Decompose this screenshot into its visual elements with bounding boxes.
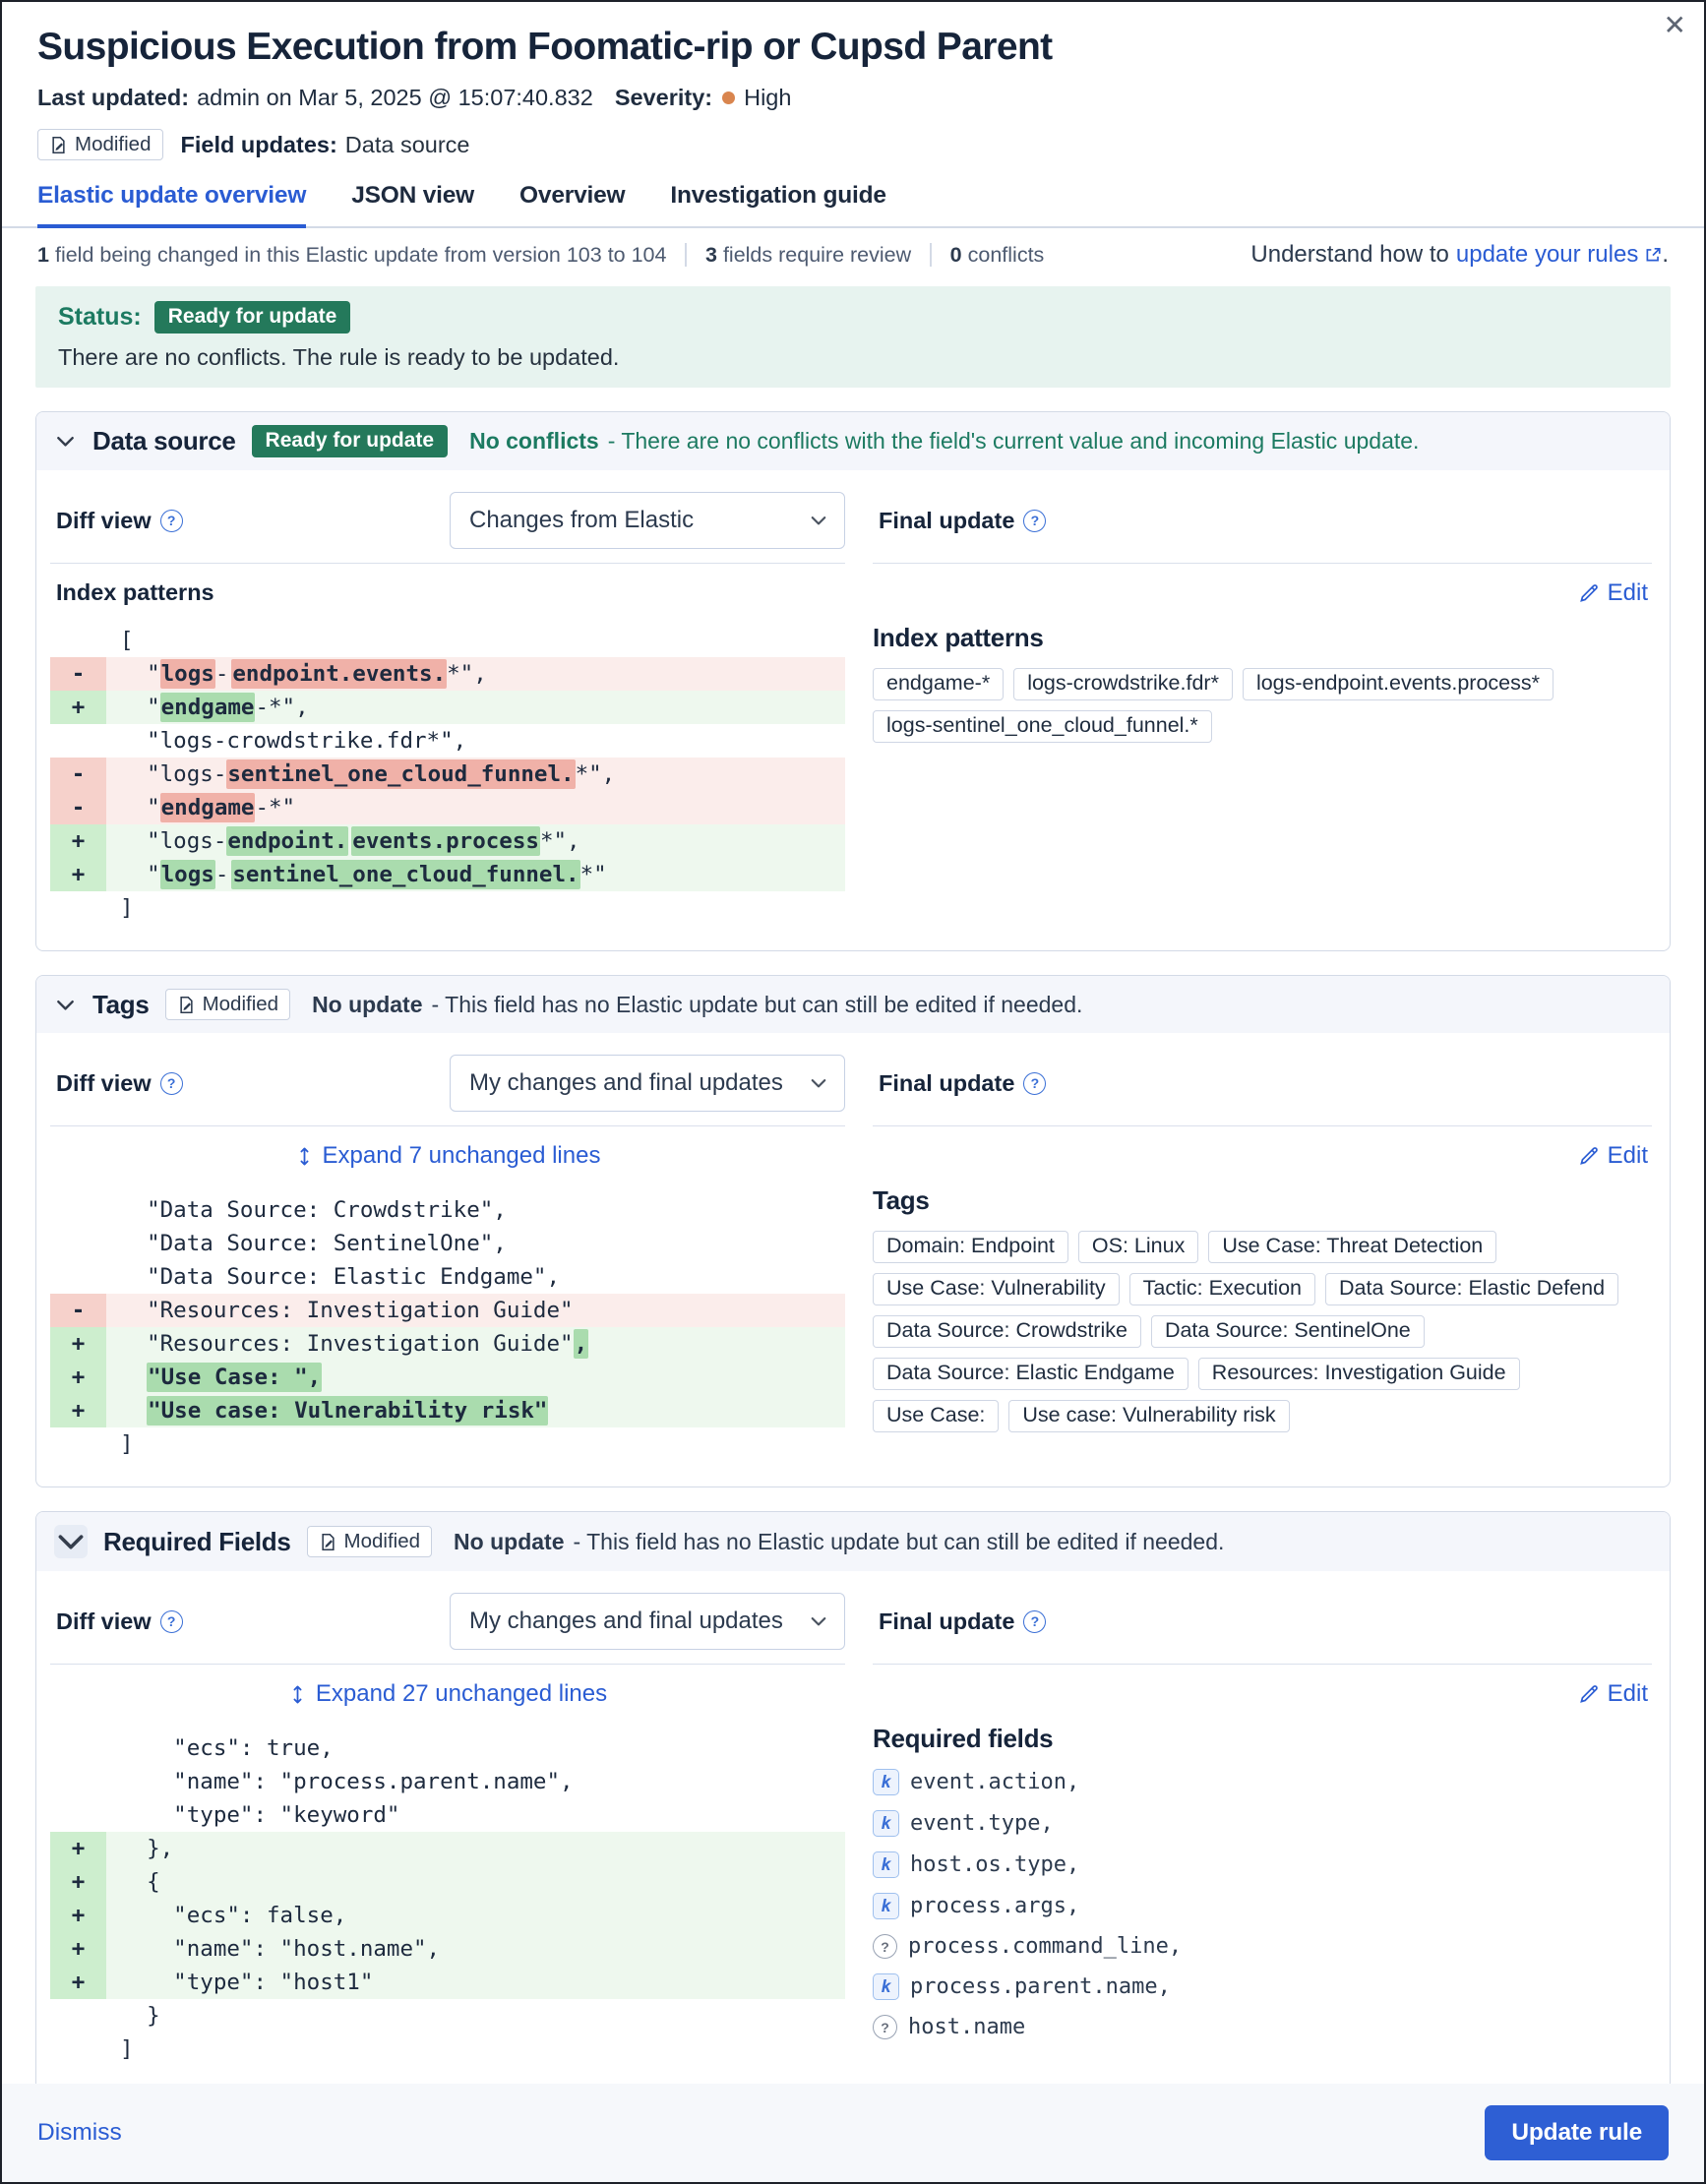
close-icon[interactable]: ✕ (1663, 10, 1686, 40)
required-field-item (873, 2015, 1652, 2039)
pencil-icon (1578, 1684, 1599, 1705)
diff-line (50, 758, 845, 791)
modified-badge: Modified (37, 129, 163, 160)
diff-code: "Data Source: SentinelOne", (120, 1231, 507, 1256)
section-title: Tags (92, 989, 150, 1019)
value-badge: Use Case: (873, 1400, 999, 1432)
edit-button[interactable]: Edit (873, 579, 1648, 607)
chevron-down-icon (54, 430, 77, 453)
diff-gutter (50, 891, 106, 925)
tab-elastic-update-overview[interactable]: Elastic update overview (37, 182, 306, 228)
diff-code: ] (120, 1431, 134, 1457)
diff-code: "endgame-*", (106, 691, 845, 724)
diff-gutter (50, 624, 106, 657)
field-updates-label: Field updates: (180, 131, 337, 157)
question-in-circle-icon[interactable]: ? (160, 1610, 183, 1633)
required-field-item (873, 1810, 1652, 1837)
diff-column (50, 1591, 845, 2066)
diff-gutter (50, 1427, 106, 1461)
diff-gutter: + (50, 1394, 106, 1427)
final-update-row (873, 490, 1652, 551)
diff-gutter: + (50, 1832, 106, 1865)
diff-view-select-value: My changes and final updates (469, 1608, 783, 1634)
question-in-circle-icon[interactable]: ? (160, 1072, 183, 1095)
last-updated-value: admin on Mar 5, 2025 @ 15:07:40.832 (197, 85, 593, 110)
final-value-badges (873, 668, 1652, 743)
update-stat: 3 fields require review (704, 242, 912, 267)
value-badge: Data Source: Elastic Endgame (873, 1358, 1188, 1390)
section-required-fields (35, 1511, 1671, 2093)
diff-line (50, 1260, 845, 1294)
diff-line (50, 1227, 845, 1260)
diff-code: "Resources: Investigation Guide", (106, 1327, 845, 1361)
info-bar (2, 228, 1704, 280)
diff-gutter (50, 724, 106, 758)
required-field-item (873, 1769, 1652, 1795)
diff-line (50, 1765, 845, 1798)
question-in-circle-icon[interactable]: ? (1023, 1072, 1046, 1095)
section-title: Required Fields (103, 1526, 291, 1556)
edit-button[interactable]: Edit (873, 1680, 1648, 1708)
diff-gutter: + (50, 1865, 106, 1899)
expand-unchanged-lines-link[interactable]: Expand 7 unchanged lines (50, 1142, 845, 1170)
final-update-heading: Index patterns (873, 623, 1044, 652)
diff-gutter: - (50, 657, 106, 691)
diff-code: { (106, 1865, 845, 1899)
diff-line (50, 724, 845, 758)
required-field-name: host.name (908, 2015, 1026, 2039)
diff-gutter (50, 1227, 106, 1260)
diff-line (50, 891, 845, 925)
required-field-name: process.args, (910, 1894, 1080, 1918)
page-title: Suspicious Execution from Foomatic-rip or Cupsd Parent (37, 26, 1053, 68)
diff-gutter: - (50, 1294, 106, 1327)
dismiss-button[interactable]: Dismiss (37, 2119, 122, 2146)
diff-token: events.process (352, 828, 539, 854)
expand-unchanged-lines-link[interactable]: Expand 27 unchanged lines (50, 1680, 845, 1708)
required-field-name: process.parent.name, (910, 1974, 1171, 1999)
diff-line (50, 1361, 845, 1394)
section-title: Data source (92, 426, 236, 455)
ready-for-update-badge: Ready for update (252, 425, 449, 457)
diff-code (106, 1361, 845, 1394)
section-body (36, 1033, 1670, 1486)
diff-gutter: + (50, 1899, 106, 1932)
value-badge: Use Case: Vulnerability (873, 1273, 1120, 1305)
value-badge: Use case: Vulnerability risk (1008, 1400, 1289, 1432)
value-badge: Tactic: Execution (1129, 1273, 1315, 1305)
diff-view-label: Diff view ? (50, 508, 183, 534)
value-badge: endgame-* (873, 668, 1004, 700)
diff-gutter (50, 1731, 106, 1765)
diff-code: "endgame-*" (106, 791, 845, 824)
diff-block (50, 1193, 845, 1461)
diff-view-select[interactable] (450, 1593, 845, 1650)
final-update-heading: Tags (873, 1185, 930, 1215)
section-header-required-fields[interactable] (36, 1512, 1670, 1571)
keyword-type-icon: k (873, 1810, 899, 1837)
final-update-column (845, 1053, 1652, 1461)
section-data-source (35, 411, 1671, 951)
diff-code: "logs- sentinel_one_cloud_funnel.*" (106, 858, 845, 891)
diff-line (50, 1932, 845, 1966)
chevron-down-icon (809, 1611, 828, 1631)
value-badge: Resources: Investigation Guide (1198, 1358, 1520, 1390)
value-badge: Data Source: Elastic Defend (1325, 1273, 1618, 1305)
diff-line (50, 1327, 845, 1361)
tabs-bar (2, 182, 1704, 228)
edit-button[interactable]: Edit (873, 1142, 1648, 1170)
document-edit-icon (177, 996, 196, 1014)
required-field-name: process.command_line, (908, 1934, 1183, 1959)
meta-row (37, 85, 1669, 111)
external-link-icon (1644, 246, 1662, 264)
diff-code: "logs- endpoint.events.*", (106, 657, 845, 691)
unknown-type-icon: ? (873, 2015, 897, 2039)
chevron-down-icon (809, 511, 828, 530)
value-badge: logs-crowdstrike.fdr* (1013, 668, 1233, 700)
diff-line (50, 858, 845, 891)
diff-code: "logs-crowdstrike.fdr*", (120, 728, 467, 754)
final-update-label: Final update ? (873, 508, 1046, 534)
tab-investigation-guide[interactable]: Investigation guide (670, 182, 886, 209)
diff-column (50, 490, 845, 925)
severity-label: Severity: (614, 85, 713, 110)
required-field-item (873, 1934, 1652, 1959)
divider (50, 1664, 845, 1665)
status-label: Status: (58, 303, 142, 331)
status-callout (35, 286, 1671, 388)
diff-view-select-value: Changes from Elastic (469, 507, 695, 533)
final-update-label: Final update ? (873, 1608, 1046, 1635)
diff-code: "ecs": false, (106, 1899, 845, 1932)
diff-column (50, 1053, 845, 1461)
diff-gutter: + (50, 1361, 106, 1394)
question-in-circle-icon[interactable]: ? (160, 510, 183, 532)
value-badge: logs-endpoint.events.process* (1243, 668, 1554, 700)
diff-code: "Resources: Investigation Guide" (106, 1294, 845, 1327)
update-stat: 0 conflicts (949, 242, 1045, 267)
diff-line (50, 2032, 845, 2066)
diff-line (50, 1798, 845, 1832)
final-update-heading: Required fields (873, 1724, 1054, 1753)
diff-code: "logs-endpoint. events.process*", (106, 824, 845, 858)
unknown-type-icon: ? (873, 1934, 897, 1959)
section-status-text: No update - This field has no Elastic update but can still be edited if needed. (312, 991, 1083, 1017)
section-body (36, 470, 1670, 950)
value-badge: Data Source: SentinelOne (1151, 1315, 1425, 1348)
divider (873, 563, 1652, 564)
update-your-rules-link[interactable]: update your rules (1456, 241, 1662, 269)
section-header-tags[interactable] (36, 976, 1670, 1033)
required-field-name: event.action, (910, 1770, 1080, 1794)
tab-overview[interactable]: Overview (519, 182, 626, 209)
divider (930, 243, 932, 267)
badge-row (37, 129, 1669, 160)
diff-line (50, 1999, 845, 2032)
diff-gutter (50, 1765, 106, 1798)
diff-gutter (50, 1999, 106, 2032)
value-badge: logs-sentinel_one_cloud_funnel.* (873, 710, 1212, 743)
section-status-text: No conflicts - There are no conflicts with the field's current value and incoming Elastic update. (469, 428, 1420, 454)
diff-view-select[interactable] (450, 1055, 845, 1112)
pencil-icon (1578, 1146, 1599, 1167)
required-field-name: event.type, (910, 1811, 1054, 1836)
diff-view-select-value: My changes and final updates (469, 1069, 783, 1096)
diff-token: endpoint. (227, 828, 348, 854)
diff-code: "Data Source: Elastic Endgame", (120, 1264, 561, 1290)
required-field-item (873, 1893, 1652, 1919)
footer-bar (2, 2084, 1704, 2182)
divider (873, 1125, 1652, 1126)
final-update-column (845, 490, 1652, 925)
tabs (37, 182, 1669, 226)
diff-view-row (50, 490, 845, 551)
value-badge: Use Case: Threat Detection (1208, 1231, 1496, 1263)
keyword-type-icon: k (873, 1973, 899, 2000)
diff-line (50, 1193, 845, 1227)
diff-line (50, 657, 845, 691)
diff-token: sentinel_one_cloud_funnel. (232, 862, 579, 887)
required-field-item (873, 1973, 1652, 2000)
question-in-circle-icon[interactable]: ? (1023, 1610, 1046, 1633)
value-badge: OS: Linux (1078, 1231, 1198, 1263)
diff-gutter: + (50, 691, 106, 724)
diff-view-select[interactable] (450, 492, 845, 549)
diff-code: "Data Source: Crowdstrike", (120, 1197, 507, 1223)
status-message: There are no conflicts. The rule is ready to be updated. (58, 344, 620, 370)
update-stat: 1 field being changed in this Elastic update from version 103 to 104 (37, 242, 667, 267)
diff-line (50, 791, 845, 824)
status-badge: Ready for update (154, 301, 351, 334)
final-update-column (845, 1591, 1652, 2066)
modified-badge: Modified (165, 989, 291, 1020)
divider (873, 1664, 1652, 1665)
keyword-type-icon: k (873, 1893, 899, 1919)
document-edit-icon (319, 1533, 337, 1551)
diff-gutter: - (50, 791, 106, 824)
diff-token: endgame (160, 795, 255, 820)
section-status-text: No update - This field has no Elastic update but can still be edited if needed. (454, 1528, 1225, 1554)
final-value-badges (873, 1231, 1652, 1432)
diff-line (50, 691, 845, 724)
diff-line (50, 1899, 845, 1932)
diff-code: "name": "process.parent.name", (120, 1769, 574, 1794)
diff-line (50, 1731, 845, 1765)
learn-prefix: Understand how to (1250, 241, 1449, 268)
required-field-item (873, 1851, 1652, 1878)
learn-suffix: . (1662, 241, 1669, 268)
expand-icon (295, 1147, 314, 1166)
diff-code: }, (106, 1832, 845, 1865)
diff-code: "logs-sentinel_one_cloud_funnel.*", (106, 758, 845, 791)
diff-line (50, 1427, 845, 1461)
severity-value: High (744, 85, 792, 110)
diff-gutter: + (50, 1327, 106, 1361)
diff-view-row (50, 1591, 845, 1652)
diff-gutter: - (50, 758, 106, 791)
diff-token: "Use Case: ", (148, 1365, 322, 1390)
diff-code: [ (120, 628, 134, 653)
diff-token: endgame (160, 695, 255, 720)
diff-code: "name": "host.name", (106, 1932, 845, 1966)
value-badge: Domain: Endpoint (873, 1231, 1068, 1263)
diff-code: } (120, 2003, 160, 2029)
keyword-type-icon: k (873, 1851, 899, 1878)
diff-block (50, 624, 845, 925)
diff-code: "ecs": true, (120, 1735, 334, 1761)
diff-code: "type": "keyword" (120, 1802, 400, 1828)
diff-code (106, 1394, 845, 1427)
tab-json-view[interactable]: JSON view (351, 182, 475, 209)
diff-token: logs (160, 661, 214, 687)
pencil-icon (1578, 583, 1599, 604)
required-fields-list (873, 1769, 1652, 2039)
last-updated-label: Last updated: (37, 85, 190, 110)
diff-gutter (50, 2032, 106, 2066)
diff-token: logs (160, 862, 214, 887)
diff-token: "Use case: Vulnerability risk" (148, 1398, 548, 1424)
value-badge: Data Source: Crowdstrike (873, 1315, 1141, 1348)
required-field-name: host.os.type, (910, 1852, 1080, 1877)
diff-code: "type": "host1" (106, 1966, 845, 1999)
diff-line (50, 824, 845, 858)
chevron-down-icon (809, 1073, 828, 1093)
diff-line (50, 1294, 845, 1327)
diff-view-label: Diff view ? (50, 1608, 183, 1635)
divider (50, 1125, 845, 1126)
diff-gutter: + (50, 1932, 106, 1966)
diff-block (50, 1731, 845, 2066)
modified-badge: Modified (307, 1526, 433, 1557)
diff-gutter: + (50, 1966, 106, 1999)
divider (50, 563, 845, 564)
diff-gutter (50, 1193, 106, 1227)
divider (685, 243, 687, 267)
expand-icon (288, 1685, 307, 1704)
update-info-items (37, 243, 1044, 268)
chevron-down-icon (54, 1525, 88, 1558)
final-update-label: Final update ? (873, 1070, 1046, 1097)
chevron-down-icon (54, 994, 77, 1016)
diff-code: ] (120, 2036, 134, 2062)
severity-dot-icon (722, 91, 735, 104)
diff-gutter (50, 1798, 106, 1832)
diff-gutter: + (50, 858, 106, 891)
section-header-data-source[interactable] (36, 412, 1670, 470)
question-in-circle-icon[interactable]: ? (1023, 510, 1046, 532)
document-edit-icon (49, 136, 68, 154)
diff-view-label: Diff view ? (50, 1070, 183, 1097)
diff-gutter: + (50, 824, 106, 858)
section-body (36, 1571, 1670, 2092)
diff-line (50, 1865, 845, 1899)
diff-line (50, 1832, 845, 1865)
section-tags (35, 975, 1671, 1487)
diff-view-row (50, 1053, 845, 1114)
diff-gutter (50, 1260, 106, 1294)
diff-line (50, 1394, 845, 1427)
final-update-row (873, 1053, 1652, 1114)
diff-field-label: Index patterns (56, 579, 214, 605)
update-rule-button[interactable]: Update rule (1485, 2105, 1669, 2160)
diff-token: , (574, 1331, 588, 1357)
diff-line (50, 1966, 845, 1999)
final-update-row (873, 1591, 1652, 1652)
diff-line (50, 624, 845, 657)
field-updates-value: Data source (344, 131, 470, 157)
diff-code: ] (120, 895, 134, 921)
diff-token: endpoint.events. (232, 661, 447, 687)
diff-token: sentinel_one_cloud_funnel. (227, 761, 575, 787)
keyword-type-icon: k (873, 1769, 899, 1795)
learn-line (1250, 241, 1669, 269)
